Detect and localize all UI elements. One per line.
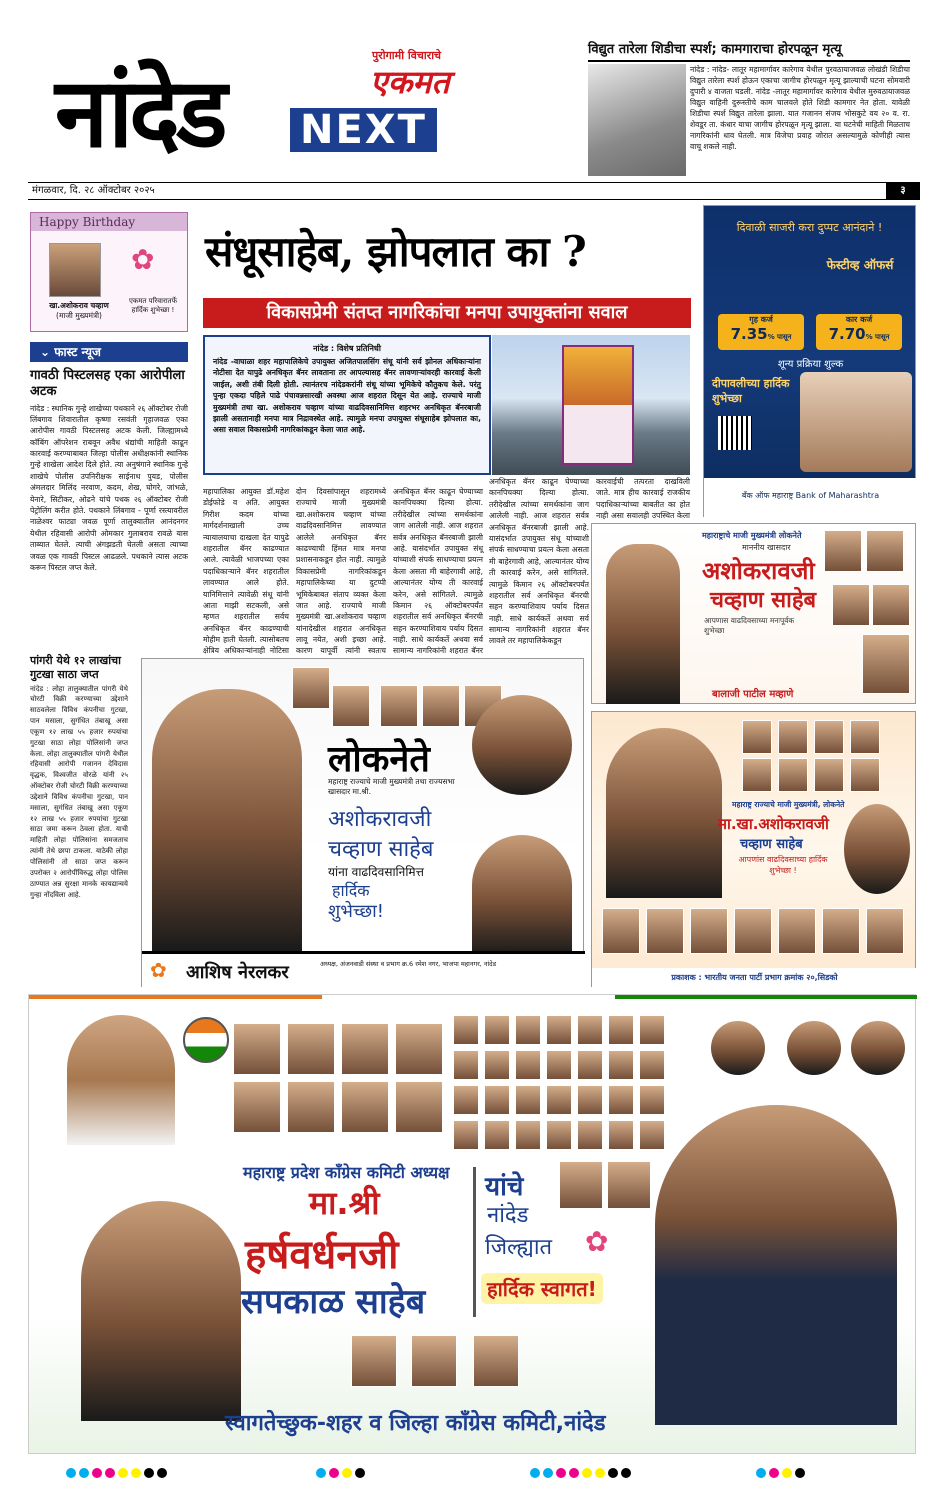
chavan-photo [152,689,302,951]
chavan-ad-line2: माननीय खासदार [742,543,791,552]
banner-hoarding [562,345,634,465]
bjp-ad-wish: आपणांस वाढदिवसाच्या हार्दिक शुभेच्छा ! [738,855,828,875]
registration-marks-center [316,1468,365,1478]
bjp-ad-name: मा.खा.अशोकरावजी [718,815,829,833]
lead-intro-box [203,335,491,475]
leader-photo [559,1161,603,1209]
leader-photo [866,908,904,954]
registration-marks-center-right [530,1468,631,1478]
congress-ad [28,994,916,1454]
bjp-ad-right [591,711,916,987]
leader-photo [778,758,808,792]
fast-news-story-2 [30,654,128,984]
fast-news-story-1 [30,368,188,573]
birthday-wish: एकमत परिवारातर्फे हार्दिक शुभेच्छा ! [128,297,178,315]
sponsor-photo [844,804,910,894]
leader-photo [639,1085,665,1115]
masthead-title: नांदेड [55,56,224,169]
divider-line [473,1167,476,1317]
leader-photo [602,908,640,954]
lokmat-tagline: पुरोगामी विचाराचे [372,49,442,62]
bjp-ad-footer: प्रकाशक : भारतीय जनता पार्टी प्रभाग क्रमांक २०,सिडको [592,968,917,988]
lead-col-1: महापालिका आयुक्त डॉ.महेश डोईफोडे व अति. आयुक्त गिरीश कदम यांच्या मार्गदर्शनाखाली उच्च न्यायालयाचा दाखला देत यापुढे शहरातील बॅनर काढण्यात आले. त्यावेळी भाजपच्या एका पदाधिकाऱ्याने बॅनर शहरातील लावण्यात आले होते. यानिमित्ताने त्यावेळी संधू यांनी आता माझी सटकली, असे म्हणत शहरातील सर्वच अनधिकृत बॅनर काढण्याची मोहीम हाती घेतली. त्यासोबतच क्षेत्रिय अधिकाऱ्यांनाही नोटिसा [203,487,289,656]
lead-intro: नांदेड -वाघाळा शहर महापालिकेचे उपायुक्त अजितपालसिंग संधू यांनी सर्व झोनल अधिकाऱ्यांना नोटीसा देत यापुढे अनधिकृत बॅनर लावताना तर आपल्यासह बॅनर लावणाऱ्यांवरही कारवाई केली जाईल, अशी तंबी दिली होती. त्यानंतरच नांदेडकरांनी संधू यांच्या भूमिकेचे कौतुकच केले. परंतु पुन्हा एकदा पहिले पाढे पंचावन्नसारखी अवस्था आज शहरात दिसून येत आहे. राज्याचे माजी मुख्यमंत्री तथा खा. अशोकराव चव्हाण यांच्या वाढदिवसानिमित्त शहरभर अनधिकृत बॅनरबाजी झाली असतानाही मनपा मात्र निद्रावस्थेत आहे. त्यामुळे मनपा उपायुक्त संधूसाहेब झोपलात का, असा सवाल विकासप्रेमी नागरिकांकडून केला जात आहे. [213,357,481,435]
chavan-ad-wish: आपणास वाढदिवसाच्या मनःपूर्वक शुभेच्छा [704,616,795,635]
lead-col-5: कारवाईची तत्परता दाखविली जाते. मात्र हीच कारवाई राजकीय पदाधिकाऱ्यांच्या बाबतीत का होत नाही असा सवालही उपस्थित केला [596,477,690,521]
loknete-wish3: शुभेच्छा! [328,901,385,922]
leader-photo [546,1050,572,1080]
story-1-headline: गावठी पिस्टलसह एका आरोपीला अटक [30,368,185,400]
leader-photo [484,1050,510,1080]
leaders-grid [233,1023,453,1143]
congress-nanded: नांदेड [487,1203,529,1228]
tricolor-stripe [29,995,917,999]
chavan-ad-line1: महाराष्ट्राचे माजी मुख्यमंत्री लोकनेते [702,531,802,540]
congress-name1: हर्षवर्धनजी [245,1232,399,1278]
leader-photo [292,667,330,709]
leader-photo [472,695,572,795]
leader-photo [639,1015,665,1045]
flower-icon: ✿ [131,243,155,276]
bank-ad-festive: फेस्टीव्ह ऑफर्स [826,258,894,272]
leader-photo [395,1023,443,1075]
leader-photo [341,1081,389,1133]
top-story [588,42,910,174]
leader-photo [851,1021,905,1075]
leader-photo [778,908,816,954]
leader-photo [742,758,772,792]
dateline [28,182,920,200]
lead-col-3: अनधिकृत बॅनर काढून घेण्याच्या कानपिचक्या दिल्या होत्या. तरीदेखील त्यांच्या समर्थकांना जाग आलेली नाही. आज शहरात सर्वत्र अनधिकृत बॅनरबाजी झाली आहे. यासंदर्भात उपायुक्त संधू यांच्याशी संपर्क साधण्याचा प्रयत्न केला असता मी बाहेरगावी आहे, आल्यानंतर योग्य ती कारवाई करेन, असे सांगितले. त्यामुळे किमान २६ ऑक्टोबरपर्यंत शहरातील सर्व अनधिकृत बॅनरची सहन करण्याशिवाय पर्याय दिसत नाही. साधे कार्यकर्ते अथवा सर्व सामान्य नागरिकांनी शहरात बॅनर [393,487,483,656]
leader-photo [778,720,808,754]
leader-photo [832,584,870,626]
top-story-headline: विद्युत तारेला शिडीचा स्पर्श; कामगाराचा होरपळून मृत्यू [588,42,910,62]
congress-hand-icon [183,1017,229,1063]
story-2-headline: पांगरी येथे १२ लाखांचा गुटखा साठा जप्त [30,654,121,681]
loknete-footer [142,951,585,988]
story-1-text: नांदेड : स्थानिक गुन्हे शाखेच्या पथकाने २६ ऑक्टोबर रोजी लिंबगाव शिवारातील कृष्णा रसवंती गृहाजवळ एका आरोपीस गावठी पिस्टलसह अटक केली. जिल्ह्यामध्ये कॉबिंग ऑपरेशन राबवून अवैध धंद्यांची माहिती काढून कारवाई करण्याबाबत जिल्हा पोलीस अधीक्षकांनी स्थानिक गुन्हे शाखेला आदेश दिले होते. त्या अनुषंगाने स्थानिक गुन्हे शाखेचे पोलीस उपनिरीक्षक साईनाथ पुयड, पोलीस अंमलदार मिलिंद नरवाण, कदम, शेख, घोगरे, जांभळे, येनारे, सिटीकर, ओढने यांचे पथक २६ ऑक्टोबर रोजी पेट्रोलिंग करीत होते. पथकाने लिंबगाव - पूर्णा रस्त्यावरील नाळेश्वर फाट्या जवळ पूर्णा तालुक्यातील आनंदनगर येथील रहिवासी आरोपी ओमकार गुलाबराव रावळे यास ताब्यात घेतले. त्याची अंगझडती घेतली असता त्याच्या जवळ एक गावठी पिस्टल आढळले. पथकाने त्यास अटक करून पिस्टल जप्त केले. [30,403,188,572]
next-logo: NEXT [290,108,437,152]
leader-photo [515,1085,541,1115]
leader-photo [608,1015,634,1045]
sponsor-photo [655,1105,897,1425]
date-text: मंगळवार, दि. २८ ऑक्टोबर २०२५ [32,185,155,196]
chavan-photo [606,544,680,704]
leader-photo [824,530,862,572]
birthday-name [39,301,119,321]
leader-photo [787,1021,841,1075]
leader-photo [850,758,880,792]
lead-subhead: विकासप्रेमी संतप्त नागरिकांचा मनपा उपायुक्तांना सवाल [203,298,691,328]
birthday-heading: Happy Birthday [31,213,187,231]
leader-photo [577,1050,603,1080]
leader-photo [287,1081,335,1133]
top-story-photo [588,64,686,176]
leader-photo [639,1120,665,1150]
top-story-text: नांदेड : नांदेड- लातूर महामार्गावर कारेगाव येथील पुरवठायाजवळ लोखंडी शिडीचा विद्युत तारेला स्पर्श होऊन एकाचा जागीच होरपळून मृत्यू झाल्याची घटना सोमवारी दुपारी ४ वाजता घडली. नांदेड -लातूर महामार्गावर कारेगाव येथील मुरुवठायाजवळ विद्युत वाहिनी दुरूस्तीचे काम चालवले होते शिडी कामगार नेत होता. यावेळी शिडीचा स्पर्श विद्युत तारेला झाला. यात गजानन संजय भोसकुटे वय २० व. रा. शेवडूर ता. कंधार याचा जागीच होरपळून मृत्यू झाला. या घटनेची माहिती मिळताच नागरिकांनी धाव घेतली. मात्र विजेचा प्रवाह जोरात असल्यामुळे कोणीही त्यास वाचू शकले नाही. [690,65,910,151]
chavan-ad-right [591,523,916,704]
leader-photo [742,720,772,754]
leader-photo [734,908,772,954]
fast-news-label: ⌄ फास्ट न्यूज [30,342,188,362]
birthday-name-sub: (माजी मुख्यमंत्री) [56,310,102,320]
chavan-photo [606,728,722,898]
lead-photo [492,335,690,475]
loknete-name1: अशोकरावजी [328,807,432,832]
leader-photo [690,908,728,954]
chavan-ad-from: बालाजी पाटील मव्हाणे [712,689,794,700]
leader-photo [351,1335,397,1387]
leader-photo [484,1085,510,1115]
home-loan-box: गृह कर्ज 7.35% पासून [718,314,804,350]
birthday-box [30,212,188,332]
registration-marks-right [756,1468,805,1478]
leader-photo [577,1015,603,1045]
loknete-desc: महाराष्ट्र राज्याचे माजी मुख्यमंत्री तथा राज्यसभा खासदार मा.श्री. [328,777,455,796]
leader-photo [233,1023,281,1075]
leader-photo [711,1021,765,1075]
lead-col-4: अनधिकृत बॅनर काढून घेण्याच्या कानपिचक्या दिल्या होत्या. तरीदेखील त्यांच्या समर्थकांना जाग आलेली नाही. आज शहरात सर्वत्र अनधिकृत बॅनरबाजी झाली आहे. यासंदर्भात उपायुक्त संधू यांच्याशी संपर्क साधण्याचा प्रयत्न केला असता मी बाहेरगावी आहे, आल्यानंतर योग्य ती कारवाई करेन, असे सांगितले. त्यामुळे किमान २६ ऑक्टोबरपर्यंत शहरातील सर्व अनधिकृत बॅनरची सहन करण्याशिवाय पर्याय दिसत नाही. साधे कार्यकर्ते अथवा सर्व सामान्य नागरिकांनी शहरात बॅनर लावले तर महापालिकेकडून [489,477,589,646]
leader-photo [395,1081,443,1133]
leader-photo [822,908,860,954]
qr-code [718,416,752,450]
home-rate: 7.35 [730,325,768,343]
leader-photo [814,758,844,792]
leader-photo [233,1081,281,1133]
loknete-wish1: यांना वाढदिवसानिमित्त [328,865,424,879]
lead-col-2: दोन दिवसांपासून शहरामध्ये राज्याचे माजी मुख्यमंत्री खा.अशोकराव चव्हाण यांच्या वाढदिवसानिमित्त लावण्यात आलेले अनधिकृत बॅनर काढण्याची हिंमत मात्र मनपा प्रशासनाकडून होत नाही. त्यामुळे विकासप्रेमी नागरिकांकडून महापालिकेच्या या दुटप्पी भूमिकेबाबत संताप व्यक्त केला जात आहे. राज्याचे माजी मुख्यमंत्री खा.अशोकराव चव्हाण यांनादेखील शहरात अनधिकृत लावू नयेत, अशी इच्छा आहे. कारण यापूर्वी त्यांनी स्वतःच [296,487,386,656]
bank-logo: बँक ऑफ महाराष्ट्र Bank of Maharashtra [704,478,917,518]
leader-photo [453,1050,479,1080]
leader-photo [484,1120,510,1150]
leader-photo [515,1050,541,1080]
loknete-title: लोकनेते [328,739,430,780]
congress-line1: महाराष्ट्र प्रदेश कॉंग्रेस कमिटी अध्यक्ष [243,1163,450,1182]
leader-photo [473,1335,519,1387]
leader-photo [646,908,684,954]
leader-photo [814,720,844,754]
flower-icon: ✿ [585,1225,609,1258]
loknete-ad [141,658,584,987]
loknete-sponsor: आशिष नेरलकर [186,962,289,983]
lotus-icon: ✿ [150,958,167,982]
leader-photo [608,1120,634,1150]
leader-photo [866,530,904,572]
loknete-name2: चव्हाण साहेब [328,837,434,862]
leader-photo [608,1050,634,1080]
congress-name2: सपकाळ साहेब [241,1282,426,1322]
page-number: ३ [886,183,920,199]
zero-fee: शून्य प्रक्रिया शुल्क [777,359,844,370]
bank-ad [703,205,916,517]
bjp-ad-name2: चव्हाण साहेब [740,837,803,852]
leader-photo [453,1085,479,1115]
leader-photo [850,720,880,754]
bjp-ad-line1: महाराष्ट्र राज्याचे माजी मुख्यमंत्री, लोकनेते [732,800,845,809]
leader-photo [515,1120,541,1150]
bank-ad-top: दिवाळी साजरी करा दुप्पट आनंदाने ! [736,221,883,234]
registration-marks-left [66,1468,167,1478]
chevron-down-icon: ⌄ [40,345,55,359]
chavan-ad-name2: चव्हाण साहेब [710,588,817,613]
rahul-gandhi-photo [67,1015,175,1145]
leader-photo [607,1161,651,1209]
sponsor-photo [862,634,910,694]
lokmat-logo: एकमत [370,63,450,101]
leader-photo [546,1120,572,1150]
leader-photo [453,1120,479,1150]
birthday-name-main: खा.अशोकराव चव्हाण [49,301,109,310]
sponsor-photo [472,835,572,955]
leader-photo [872,584,910,626]
birthday-photo [49,243,101,297]
sapkal-photo [81,1201,241,1421]
leader-photo [422,685,460,727]
car-loan-box: कार कर्ज 7.70% पासून [816,314,902,350]
leader-photo [546,1085,572,1115]
congress-footer: स्वागतेच्छुक-शहर व जिल्हा कॉंग्रेस कमिटी,नांदेड [225,1411,606,1436]
leader-photo [577,1085,603,1115]
leader-photo [639,1050,665,1080]
leader-photo [515,1015,541,1045]
lead-headline: संधूसाहेब, झोपलात का ? [205,227,586,276]
story-2-text: नांदेड : लोहा तालुक्यातील पांगरी येथे चोरटी विक्री करण्याच्या उद्देशाने साठवलेला विविध कंपनीचा गुटखा, पान मसाला, सुगंधित तंबाखू असा एकूण १२ लाख ५५ हजार रुपयांचा गुटखा साठा लोहा पोलिसांनी जप्त केला. लोहा तालुक्यातील पांगरी येथील रहिवासी आरोपी गजानन देविदास वृद्धक, विश्वजीत वोरळे यांनी २५ ऑक्टोबर रोजी चोरटी विक्री करण्याच्या उद्देशाने विविध कंपनीचा गुटखा, पान मसाला, सुगंधित तंबाखू असा एकूण १२ लाख ५५ हजार रुपयांचा गुटखा साठा जमा करून ठेवला होता. याची माहिती लोहा पोलिसांना समजताच त्यांनी तेथे छापा टाकला. याठेकी लोहा पोलिसांनी तो साठा जप्त करून उपरोक्त २ आरोपींविरुद्ध लोहा पोलिस ठाण्यात अन्न सुरक्षा मानके कायद्यान्वये गुन्हा नोंदविला आहे. [30,684,128,899]
loknete-wish2: हार्दिक [332,881,370,900]
congress-honor: मा.श्री [309,1184,380,1222]
leader-photo [608,1085,634,1115]
leader-photo [287,1023,335,1075]
family-photo [800,372,912,472]
deepavali-wish: दीपावलीच्या हार्दिक शुभेच्छा [712,377,790,405]
karyakarta-row [602,908,907,962]
leader-photo [380,685,418,727]
lead-byline: नांदेड : विशेष प्रतिनिधी [313,344,381,353]
car-rate: 7.70 [828,325,866,343]
leader-photo [546,1015,572,1045]
leader-photo [577,1120,603,1150]
leaders-grid [453,1015,673,1163]
chavan-ad-name1: अशोकरावजी [702,557,815,585]
congress-swagat: हार्दिक स्वागत! [481,1273,603,1304]
loknete-sponsor-role: अध्यक्ष, अंजनवाडी संस्था व प्रभाग क्र.6 रमेश नगर, भाजपा महानगर, नांदेड [320,960,497,968]
congress-jilhyat: जिल्ह्यात [485,1235,553,1260]
congress-yanche: यांचे [485,1172,524,1202]
leader-photo [341,1023,389,1075]
leader-photo [484,1015,510,1045]
leader-photo [411,1335,457,1387]
leader-photo [453,1015,479,1045]
leader-photo [332,685,370,727]
